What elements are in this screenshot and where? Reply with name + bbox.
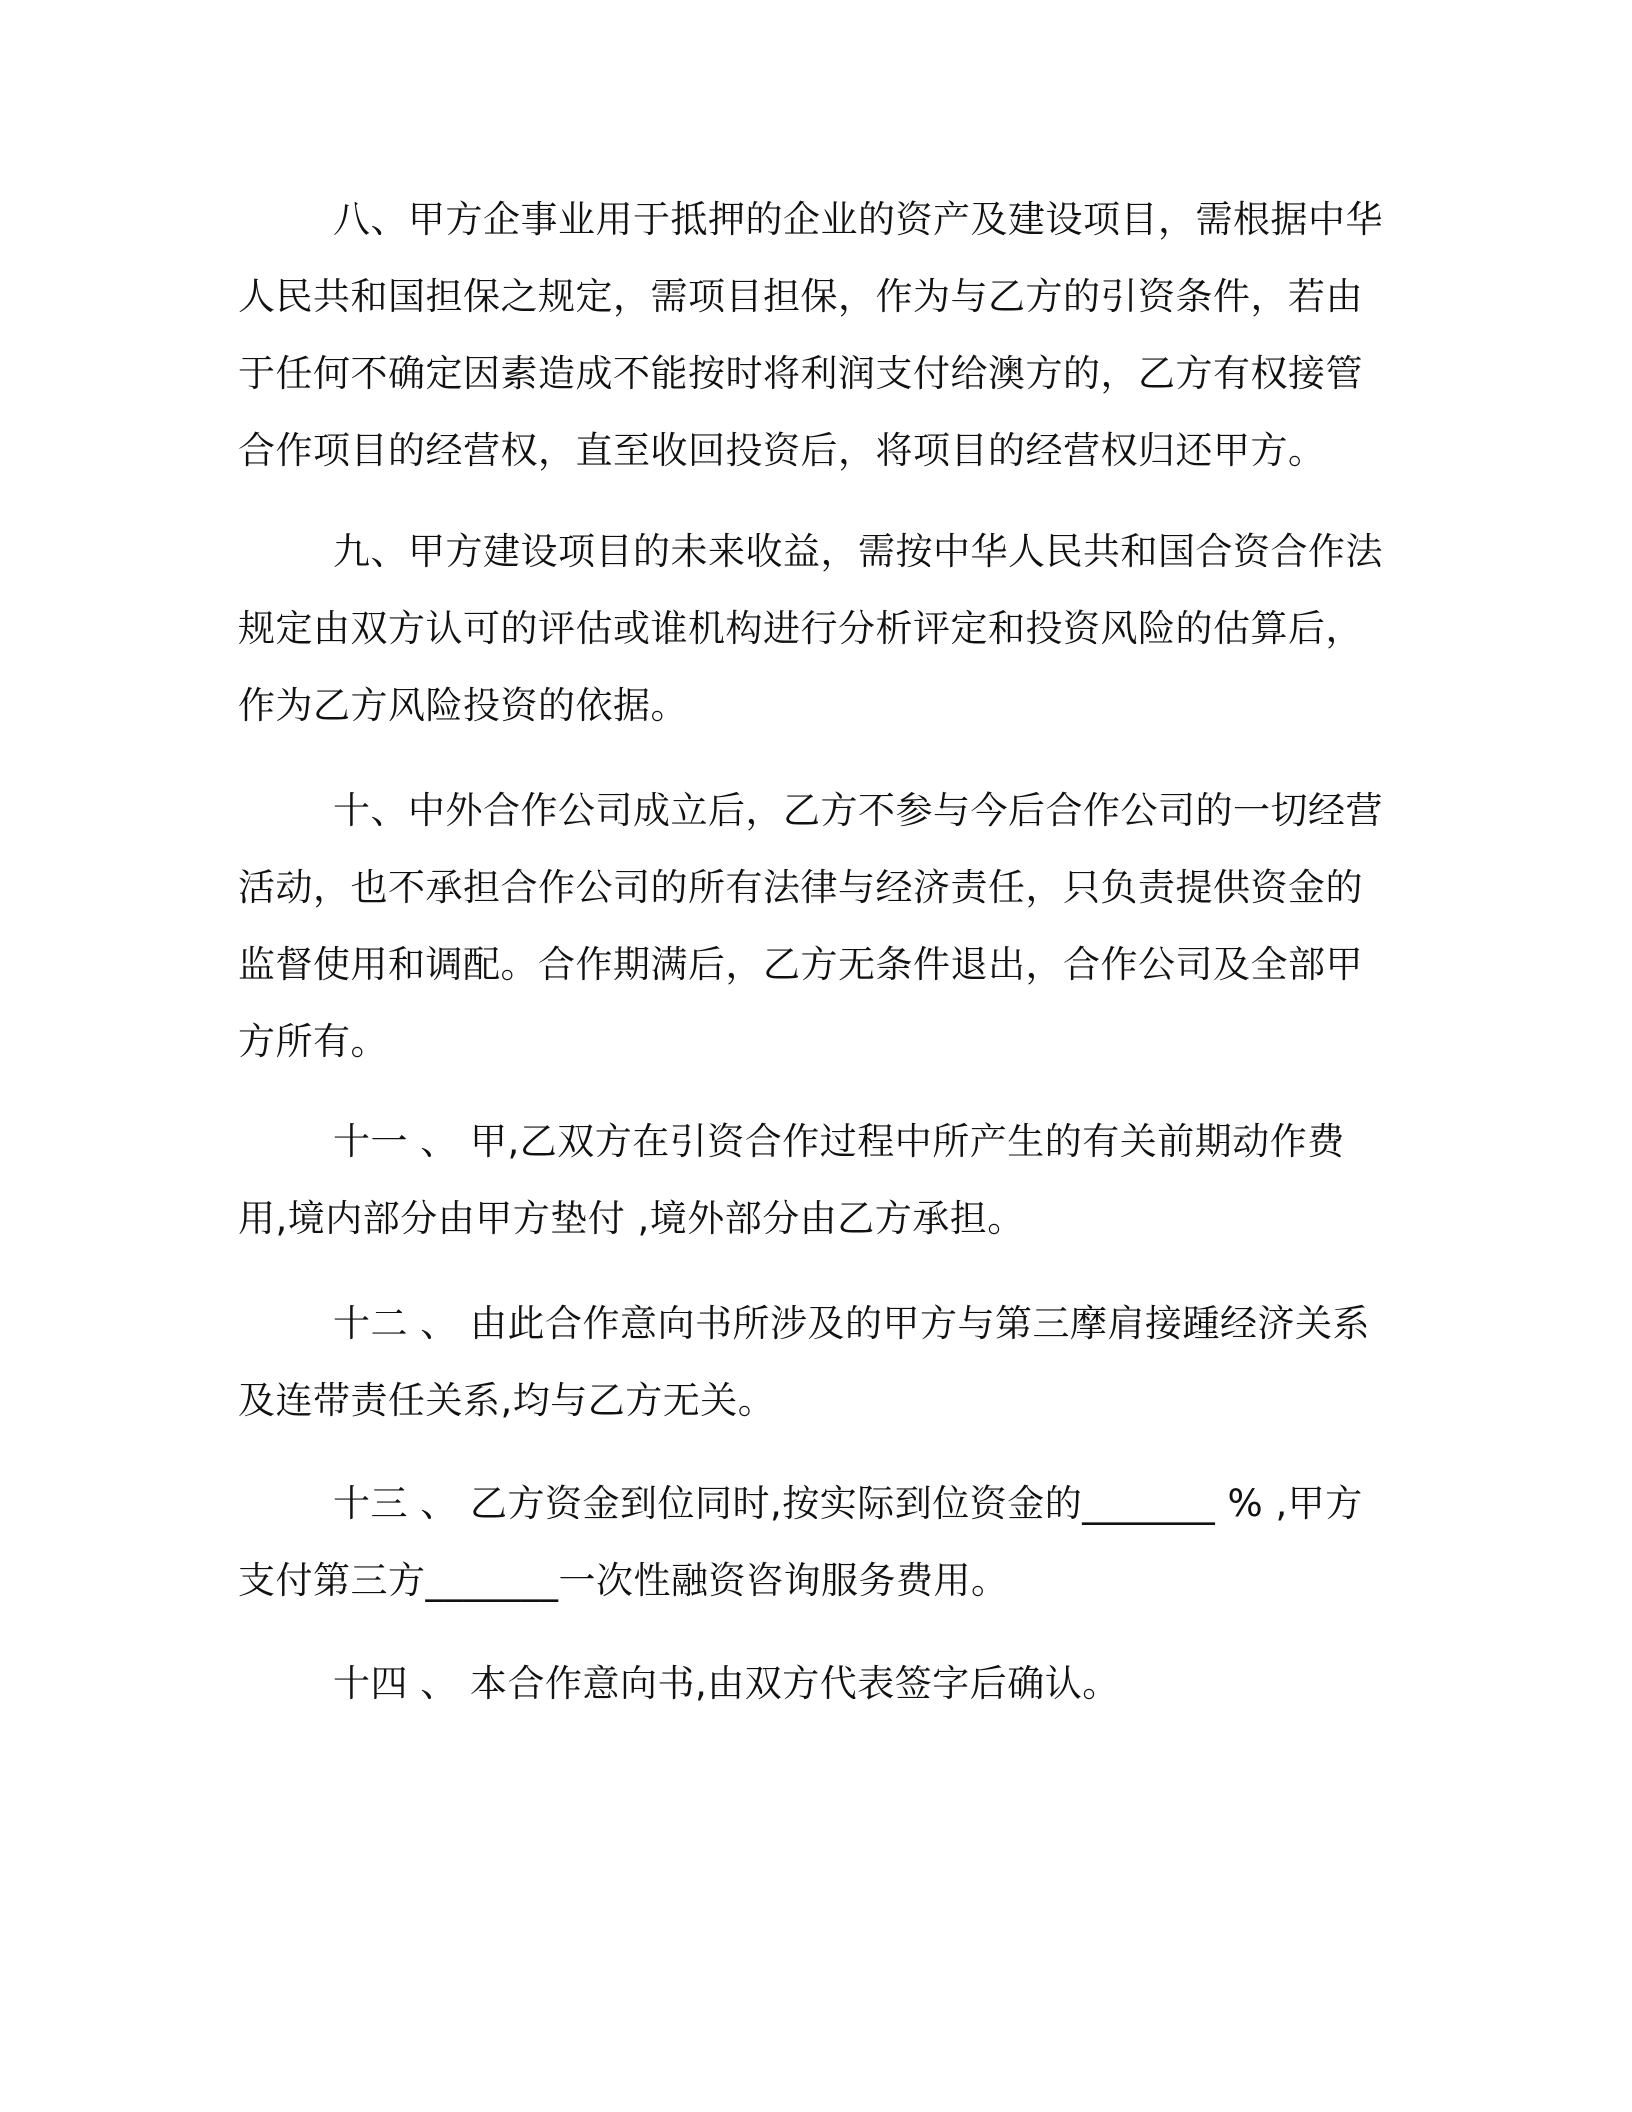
clause-8: 八、甲方企事业用于抵押的企业的资产及建设项目，需根据中华人民共和国担保之规定，需项目担保，作为与乙方的引资条件，若由于任何不确定因素造成不能按时将利润支付给澳方的，乙方有权接管合作项目的经营权，直至收回投资后，将项目的经营权归还甲方。 [238,198,1383,472]
clause-11: 十一 、 甲,乙双方在引资合作过程中所产生的有关前期动作费用,境内部分由甲方垫付 ,境外部分由乙方承担。 [238,1120,1345,1240]
clause-12: 十二 、 由此合作意向书所涉及的甲方与第三摩肩接踵经济关系及连带责任关系,均与乙方无关。 [238,1302,1371,1422]
clause-13: 十三 、 乙方资金到位同时,按实际到位资金的_______ % ,甲方支付第三方_______一次性融资咨询服务费用。 [238,1482,1363,1602]
clause-14: 十四 、 本合作意向书,由双方代表签字后确认。 [333,1662,1120,1705]
clause-9: 九、甲方建设项目的未来收益，需按中华人民共和国合资合作法规定由双方认可的评估或谁机构进行分析评定和投资风险的估算后，作为乙方风险投资的依据。 [238,530,1383,727]
clause-10: 十、中外合作公司成立后，乙方不参与今后合作公司的一切经营活动，也不承担合作公司的所有法律与经济责任，只负责提供资金的监督使用和调配。合作期满后，乙方无条件退出，合作公司及全部甲方所有。 [238,789,1383,1063]
